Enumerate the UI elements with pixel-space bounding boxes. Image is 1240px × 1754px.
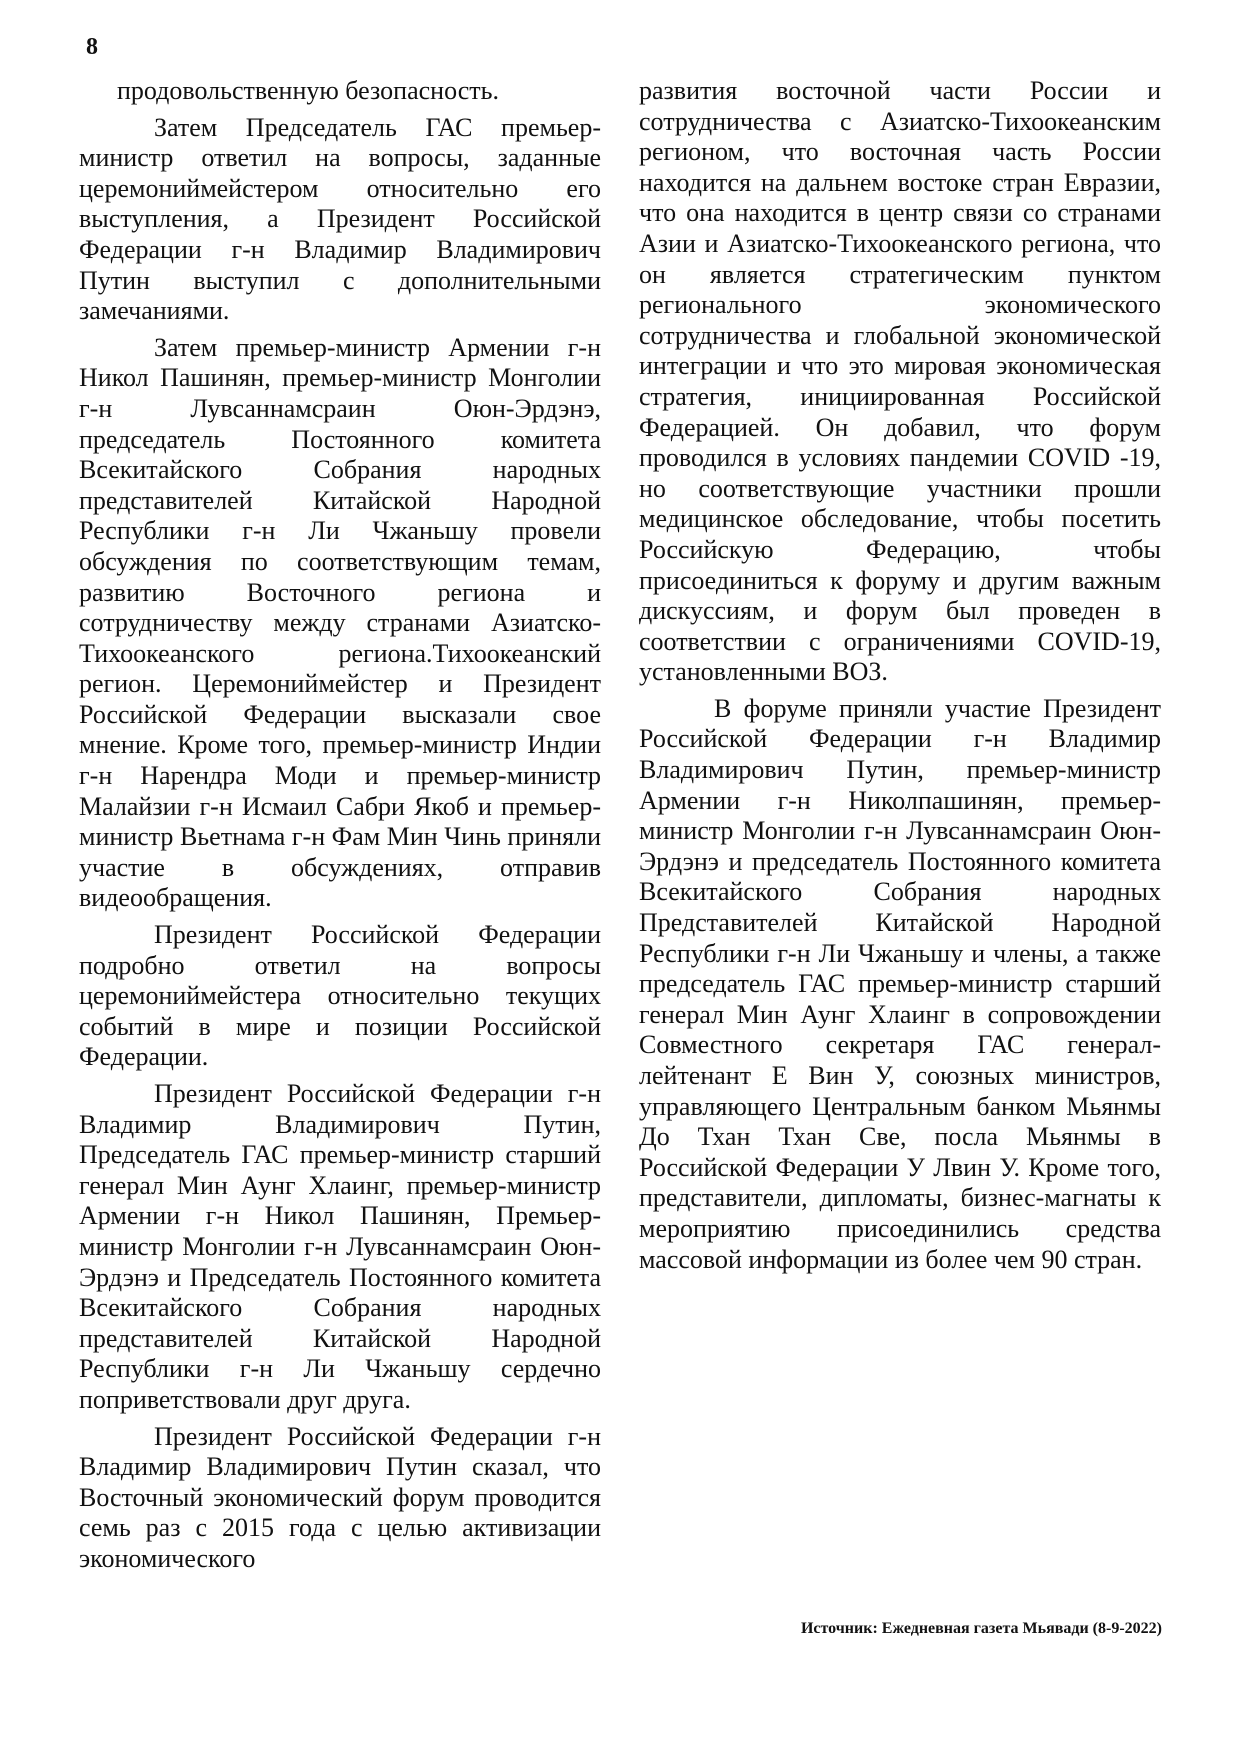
paragraph: Затем премьер-министр Армении г-н Никол Пашинян, премьер-министр Монголии г-н Лувсаннамсраин Оюн-Эрдэнэ, председатель Постоянного комитета Всекитайского Собрания народных представителей Китайской Народной Республики г-н Ли Чжаньшу провели обсуждения по соответствующим темам, развитию Восточного региона и сотрудничеству между странами Азиатско-Тихоокеанского региона.Тихоокеанский регион. Церемониймейстер и Президент Российской Федерации высказали свое мнение. Кроме того, премьер-министр Индии г-н Нарендра Моди и премьер-министр Малайзии г-н Исмаил Сабри Якоб и премьер-министр Вьетнама г-н Фам Мин Чинь приняли участие в обсуждениях, отправив видеообращения.: [79, 332, 601, 913]
paragraph: В форуме приняли участие Президент Российской Федерации г-н Владимир Владимирович Путин, премьер-министр Армении г-н Николпашинян, премьер-министр Монголии г-н Лувсаннамсраин Оюн-Эрдэнэ и председатель Постоянного комитета Всекитайского Собрания народных Представителей Китайской Народной Республики г-н Ли Чжаньшу и члены, а также председатель ГАС премьер-министр старший генерал Мин Аунг Хлаинг в сопровождении Совместного секретаря ГАС генерал-лейтенант Е Вин У, союзных министров, управляющего Центральным банком Мьянмы До Тхан Тхан Све, посла Мьянмы в Российской Федерации У Лвин У. Кроме того, представители, дипломаты, бизнес-магнаты к мероприятию присоединились средства массовой информации из более чем 90 стран.: [639, 693, 1161, 1274]
paragraph: Президент Российской Федерации подробно ответил на вопросы церемониймейстера относительно текущих событий в мире и позиции Российской Федерации.: [79, 920, 601, 1072]
paragraph-continued: продовольственную безопасность.: [117, 76, 499, 105]
paragraph: Президент Российской Федерации г-н Владимир Владимирович Путин сказал, что Восточный экономический форум проводится семь раз с 2015 года с целью активизации экономического: [79, 1421, 601, 1573]
paragraph: Президент Российской Федерации г-н Владимир Владимирович Путин, Председатель ГАС премьер-министр старший генерал Мин Аунг Хлаинг, премьер-министр Армении г-н Никол Пашинян, Премьер-министр Монголии г-н Лувсаннамсраин Оюн-Эрдэнэ и Председатель Постоянного комитета Всекитайского Собрания народных представителей Китайской Народной Республики г-н Ли Чжаньшу сердечно поприветствовали друг друга.: [79, 1079, 601, 1414]
paragraph: Затем Председатель ГАС премьер-министр ответил на вопросы, заданные церемониймейстером относительно его выступления, а Президент Российской Федерации г-н Владимир Владимирович Путин выступил с дополнительными замечаниями.: [79, 112, 601, 326]
page-number: 8: [86, 34, 98, 60]
right-column: [639, 76, 1161, 1281]
left-column: [79, 76, 601, 1581]
source-citation: Источник: Ежедневная газета Мьявади (8-9-2022): [800, 1620, 1162, 1637]
paragraph-continued: развития восточной части России и сотрудничества с Азиатско-Тихоокеанским регионом, что восточная часть России находится на дальнем востоке стран Евразии, что она находится в центр связи со странами Азии и Азиатско-Тихоокеанского региона, что он является стратегическим пунктом регионального экономического сотрудничества и глобальной экономической интеграции и что это мировая экономическая стратегия, инициированная Российской Федерацией. Он добавил, что форум проводился в условиях пандемии COVID -19, но соответствующие участники прошли медицинское обследование, чтобы посетить Российскую Федерацию, чтобы присоединиться к форуму и другим важным дискуссиям, и форум был проведен в соответствии с ограничениями COVID-19, установленными ВОЗ.: [639, 76, 1161, 687]
